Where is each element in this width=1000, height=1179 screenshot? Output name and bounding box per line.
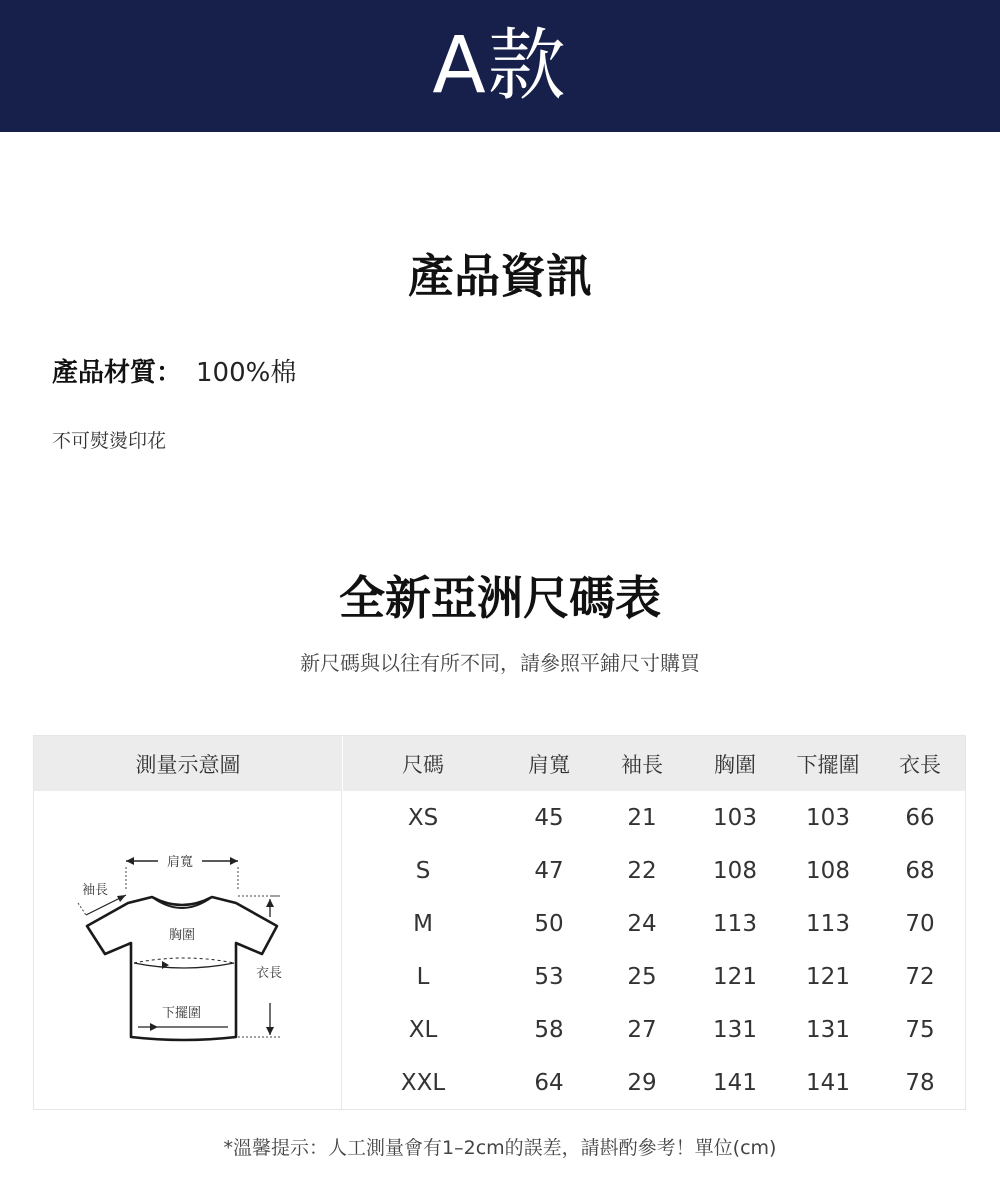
cell: 29 — [627, 1069, 657, 1096]
cell: 103 — [713, 804, 757, 831]
banner-title: A款 — [432, 21, 568, 111]
cell: 113 — [713, 910, 757, 937]
label-hem: 下擺圍 — [162, 1006, 202, 1021]
table-row — [343, 844, 965, 897]
cell: 47 — [534, 857, 564, 884]
cell: 22 — [627, 857, 657, 884]
cell: 108 — [806, 857, 850, 884]
col-chest: 胸圍 — [689, 736, 781, 791]
material-label: 產品材質： — [52, 358, 183, 388]
header-row — [343, 736, 965, 791]
table-row — [343, 897, 965, 950]
cell: M — [413, 910, 433, 937]
cell: 72 — [905, 963, 935, 990]
table-row — [343, 1003, 965, 1056]
care-note: 不可熨燙印花 — [52, 430, 167, 452]
cell: 141 — [806, 1069, 850, 1096]
cell: 68 — [905, 857, 935, 884]
table-row — [343, 1056, 965, 1109]
size-chart-title: 全新亞洲尺碼表 — [339, 571, 661, 625]
size-data-table — [343, 736, 965, 1109]
label-length: 衣長 — [256, 966, 283, 981]
cell: 66 — [905, 804, 935, 831]
product-info-title: 產品資訊 — [408, 249, 592, 303]
cell: 75 — [905, 1016, 935, 1043]
cell: 113 — [806, 910, 850, 937]
table-row — [343, 791, 965, 844]
material-value: 100%棉 — [196, 358, 297, 388]
cell: 45 — [534, 804, 564, 831]
cell: 70 — [905, 910, 935, 937]
cell: 53 — [534, 963, 564, 990]
cell: 108 — [713, 857, 757, 884]
diagram-header: 測量示意圖 — [34, 736, 342, 791]
col-sleeve: 袖長 — [595, 736, 689, 791]
cell: 27 — [627, 1016, 657, 1043]
footnote: *溫馨提示：人工測量會有1–2cm的誤差，請斟酌參考！單位(cm) — [223, 1137, 777, 1159]
cell: 131 — [806, 1016, 850, 1043]
cell: 21 — [627, 804, 657, 831]
top-banner — [0, 0, 1000, 132]
cell: XS — [407, 804, 439, 831]
size-chart-subtitle: 新尺碼與以往有所不同，請參照平鋪尺寸購買 — [300, 651, 700, 675]
col-hem: 下擺圍 — [781, 736, 875, 791]
material-line — [52, 352, 296, 389]
cell: 64 — [534, 1069, 564, 1096]
table-row — [343, 950, 965, 1003]
cell: L — [416, 963, 430, 990]
cell: 131 — [713, 1016, 757, 1043]
label-sleeve: 袖長 — [82, 883, 109, 898]
label-shoulder: 肩寬 — [166, 855, 194, 870]
cell: 24 — [627, 910, 657, 937]
cell: S — [415, 857, 431, 884]
size-chart-table — [33, 735, 966, 1110]
cell: 141 — [713, 1069, 757, 1096]
cell: 103 — [806, 804, 850, 831]
col-shoulder: 肩寬 — [503, 736, 595, 791]
cell: 78 — [905, 1069, 935, 1096]
tshirt-collar — [152, 897, 212, 908]
col-length: 衣長 — [875, 736, 965, 791]
cell: 25 — [627, 963, 657, 990]
col-size: 尺碼 — [343, 736, 503, 791]
measurement-diagram — [34, 791, 342, 1109]
cell: 121 — [713, 963, 757, 990]
label-chest: 胸圍 — [169, 928, 196, 943]
cell: 50 — [534, 910, 564, 937]
tshirt-diagram — [34, 791, 342, 1109]
cell: 121 — [806, 963, 850, 990]
cell: XL — [408, 1016, 438, 1043]
cell: 58 — [534, 1016, 564, 1043]
cell: XXL — [400, 1069, 446, 1096]
